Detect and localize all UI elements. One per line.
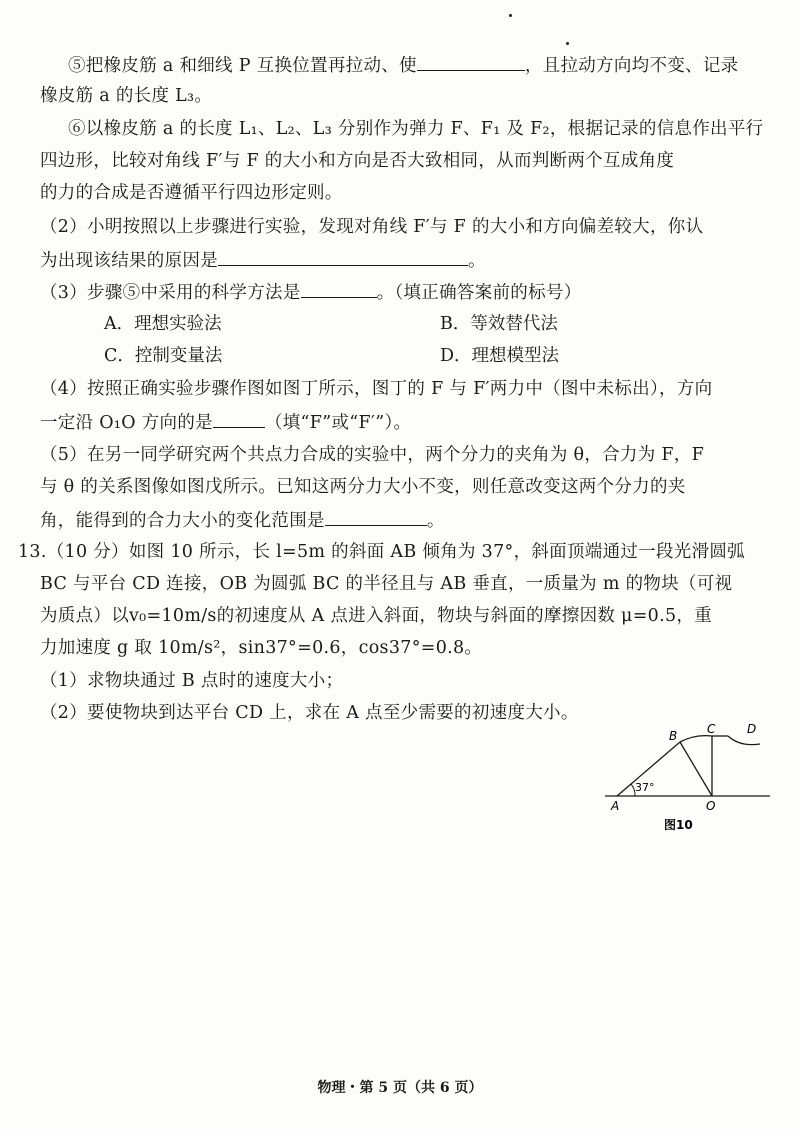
step5-line: ⑤把橡皮筋 a 和细线 P 互换位置再拉动、使 ，且拉动方向均不变、记录 [68,52,738,78]
choice-c: C．控制变量法 [104,346,223,366]
choice-d: D．理想模型法 [440,346,560,366]
q5-line-2: 与 θ 的关系图像如图戊所示。已知这两分力大小不变，则任意改变这两个分力的夹 [40,477,686,497]
q4-line: （4）按照正确实验步骤作图如图丁所示，图丁的 F 与 F′两力中（图中未标出），方向 [40,379,713,399]
q13-line: 13.（10 分）如图 10 所示，长 l=5m 的斜面 AB 倾角为 37°，斜面顶端通过一段光滑圆弧 [18,542,745,562]
q13-line-3: 为质点）以v₀=10m/s的初速度从 A 点进入斜面，物块与斜面的摩擦因数 μ=0.5，重 [40,606,712,626]
step6-line-3: 的力的合成是否遵循平行四边形定则。 [40,183,343,203]
scan-speck [566,42,569,45]
platform-edge [728,736,760,745]
answer-blank-q2 [218,247,468,266]
q13-sub1: （1）求物块通过 B 点时的速度大小； [40,671,344,691]
q13-line-4: 力加速度 g 取 10m/s²，sin37°=0.6，cos37°=0.8。 [40,638,483,658]
step6-line: ⑥以橡皮筋 a 的长度 L₁、L₂、L₃ 分别作为弹力 F、F₁ 及 F₂，根据记录的信息作出平行 [68,119,764,139]
step6-line-2: 四边形，比较对角线 F′与 F 的大小和方向是否大致相同，从而判断两个互成角度 [40,151,675,171]
q2-line: （2）小明按照以上步骤进行实验，发现对角线 F′与 F 的大小和方向偏差较大，你认 [40,217,704,237]
arc-bc [680,736,712,742]
q13-sub2: （2）要使物块到达平台 CD 上，求在 A 点至少需要的初速度大小。 [40,703,579,723]
label-a: A [611,799,620,813]
page-footer: 物理・第 5 页（共 6 页） [317,1080,483,1096]
step5-line-2: 橡皮筋 a 的长度 L₃。 [40,86,213,106]
label-b: B [669,729,678,743]
answer-blank-q4 [213,409,265,428]
answer-blank-q5 [325,507,427,526]
q2-line-2: 为出现该结果的原因是 。 [40,247,486,273]
q13-line-2: BC 与平台 CD 连接，OB 为圆弧 BC 的半径且与 AB 垂直，一质量为 m 的物块（可视 [40,574,733,594]
angle-label: 37° [635,781,655,794]
answer-blank-step5 [417,52,525,71]
choice-a: A．理想实验法 [104,314,222,334]
q3-line: （3）步骤⑤中采用的科学方法是 。（填正确答案前的标号） [40,279,582,305]
label-o: O [706,799,716,813]
radius-ob [680,742,712,796]
label-c: C [707,722,716,736]
choice-b: B．等效替代法 [440,314,558,334]
figure-10 [600,722,775,837]
q5-line: （5）在另一同学研究两个共点力合成的实验中，两个分力的夹角为 θ，合力为 F，F [40,445,705,465]
label-d: D [747,722,757,736]
scan-speck [509,14,512,17]
answer-blank-q3 [301,279,377,298]
q5-line-3: 角，能得到的合力大小的变化范围是 。 [40,507,445,533]
figure-caption: 图10 [664,818,693,832]
q4-line-2: 一定沿 O₁O 方向的是 （填“F”或“F′”）。 [40,409,411,435]
